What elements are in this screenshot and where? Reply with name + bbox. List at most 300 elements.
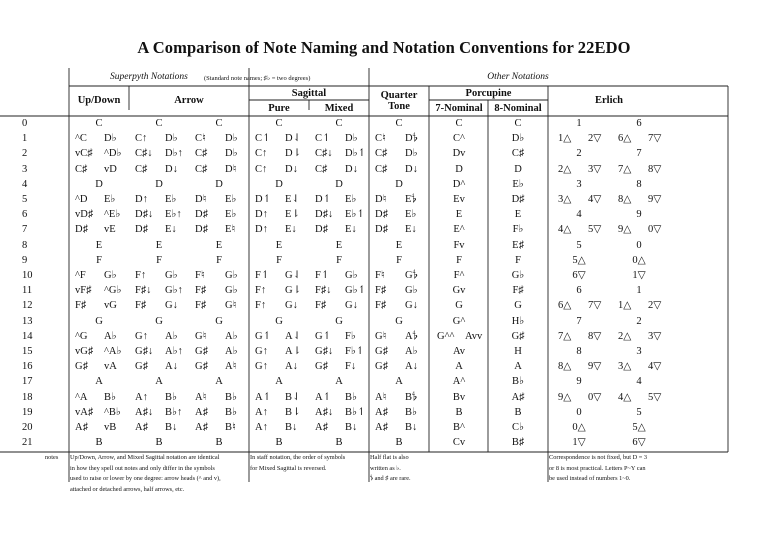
table-cell: G [455, 300, 463, 312]
row-number: 9 [22, 254, 28, 266]
table-cell: E♭ [225, 194, 237, 205]
table-cell: F↿ [255, 270, 270, 281]
table-cell: E [335, 239, 343, 251]
table-cell: C♯ [375, 148, 388, 160]
row-number: 11 [22, 285, 33, 297]
page-title: A Comparison of Note Naming and Notation Conventions for 22EDO [137, 38, 631, 57]
table-cell: E^ [453, 224, 465, 236]
table-cell: G↿ [315, 330, 332, 342]
table-cell: A↓ [405, 361, 418, 373]
table-cell: G↓ [345, 300, 358, 312]
table-cell: F♯ [195, 300, 207, 312]
table-cell: A♯ [375, 406, 388, 418]
row-number: 2 [22, 148, 28, 160]
table-cell: G♭↑ [165, 285, 183, 297]
table-cell: D♭ [225, 148, 238, 160]
table-cell: B⇂ [285, 406, 301, 418]
table-cell: B♭ [405, 406, 417, 418]
table-cell: B↓ [345, 422, 358, 433]
table-cell: E⇂ [285, 209, 301, 221]
table-cell: 7▽ [648, 133, 662, 145]
table-cell: G♯ [195, 346, 208, 357]
table-cell: 5 [576, 239, 582, 251]
table-cell: 9▽ [648, 194, 662, 205]
table-cell: 4▽ [588, 194, 602, 205]
table-cell: B↓ [285, 422, 298, 433]
table-cell: G↑ [255, 361, 268, 373]
table-cell: ^A♭ [104, 346, 122, 357]
table-cell: F↿ [315, 270, 330, 281]
table-cell: D♯ [375, 224, 388, 236]
table-cell: F♯ [375, 285, 387, 297]
table-cell: E↓ [285, 224, 297, 236]
table-cell: G [95, 315, 103, 327]
note-quarter-tone: written as ♭. [370, 464, 401, 472]
table-cell: ^G [75, 330, 88, 342]
table-cell: D↓ [165, 163, 178, 175]
table-cell: E♭ [512, 178, 524, 190]
table-cell: G [155, 315, 163, 327]
table-cell: D♯ [135, 224, 148, 236]
row-number: 13 [22, 315, 33, 327]
table-cell: D↑ [255, 224, 268, 236]
table-cell: G↓ [165, 300, 178, 312]
table-cell: D↓ [345, 163, 358, 175]
table-cell: 4 [636, 376, 642, 388]
table-cell: D♯ [315, 224, 328, 236]
table-cell: D [335, 178, 343, 190]
note-erlich: be used instead of numbers 1~0. [549, 475, 631, 483]
table-cell: 3▽ [648, 330, 662, 342]
table-cell: C♯ [195, 148, 208, 160]
table-cell: C [155, 118, 163, 129]
note-erlich: Correspondence is not fixed, but D = 3 [549, 454, 647, 461]
table-cell: vG [104, 300, 117, 312]
table-cell: D↑ [255, 209, 268, 221]
table-cell: C♭ [512, 422, 524, 433]
table-cell: D^ [452, 178, 466, 190]
table-cell: vF♯ [75, 285, 92, 297]
row-number: 6 [22, 209, 28, 221]
table-cell: A♯ [195, 422, 208, 433]
table-cell: F↑ [255, 300, 267, 312]
table-cell: 9▽ [588, 361, 602, 373]
table-cell: G↑ [255, 346, 268, 357]
table-cell: G↓ [285, 300, 298, 312]
table-cell: 1△ [618, 300, 632, 312]
header-8-nominal: 8-Nominal [494, 103, 542, 114]
table-cell: A↓ [285, 361, 298, 373]
table-cell: ^D [75, 194, 88, 205]
table-cell: C [275, 118, 283, 129]
row-number: 20 [22, 422, 33, 433]
table-cell: C♯ [195, 163, 208, 175]
table-cell: 8△ [618, 194, 632, 205]
table-cell: D♯ [375, 209, 388, 221]
table-cell: F↑ [135, 270, 147, 281]
table-cell: C♯↓ [135, 148, 153, 160]
table-cell: 5▽ [588, 224, 602, 236]
table-cell: 7△ [558, 330, 572, 342]
table-cell: G [514, 300, 522, 312]
table-cell: E♭ [225, 209, 237, 221]
table-cell: F [456, 254, 462, 266]
table-cell: 6▽ [632, 437, 646, 449]
note-quarter-tone: Half flat is also [370, 454, 409, 461]
table-cell: F♯ [195, 285, 207, 297]
table-cell: E↓ [345, 224, 357, 236]
table-cell: G♭↿ [345, 285, 367, 297]
table-cell: D [275, 178, 283, 190]
table-cell: C♯ [135, 163, 148, 175]
note-updown-arrow: in how they spell out notes and only differ in the symbols [70, 464, 215, 472]
table-cell: A [215, 376, 223, 388]
table-cell: D♮ [225, 163, 237, 175]
table-cell: A↿ [315, 391, 332, 403]
note-updown-arrow: used to raise or lower by one degree: arrow heads (^ and v), [70, 475, 221, 483]
table-cell: D↓ [285, 163, 298, 175]
table-cell: C♯ [375, 163, 388, 175]
table-cell: 2△ [558, 163, 572, 175]
note-updown-arrow: attached or detached arrows, half arrows, etc. [70, 485, 185, 493]
table-cell: B [275, 437, 283, 449]
table-cell: vD♯ [75, 209, 94, 221]
table-cell: F♭↿ [345, 346, 365, 357]
table-cell: 8▽ [648, 163, 662, 175]
table-cell: F♯ [375, 300, 387, 312]
table-cell: F [396, 254, 402, 266]
table-cell: Cv [452, 437, 466, 449]
table-cell: B♭↑ [165, 406, 183, 418]
table-cell: 8 [636, 178, 642, 190]
table-cell: D♭↑ [165, 148, 183, 160]
table-cell: D♯ [75, 224, 88, 236]
table-cell: 3▽ [588, 163, 602, 175]
table-cell: ^E♭ [104, 209, 121, 221]
table-cell: vG♯ [75, 346, 94, 357]
table-cell: D [395, 178, 403, 190]
table-cell: F♯↓ [135, 285, 152, 297]
table-cell: D♯↓ [135, 209, 154, 221]
table-cell: D [155, 178, 163, 190]
table-cell: E↓ [165, 224, 177, 236]
table-cell: G♯↓ [135, 346, 154, 357]
row-number: 8 [22, 239, 28, 251]
header-quarter-1: Quarter [380, 90, 418, 101]
table-cell: D [95, 178, 103, 190]
table-cell: D [455, 163, 463, 175]
row-number: 16 [22, 361, 33, 373]
table-cell: 7 [636, 148, 642, 160]
table-cell: E [395, 239, 403, 251]
table-cell: E⇃ [285, 194, 301, 205]
table-cell: 6 [636, 118, 642, 129]
table-cell: ^B♭ [104, 406, 121, 418]
table-cell: C↿ [255, 133, 271, 145]
table-cell: G♭ [104, 270, 117, 281]
table-cell: D♯ [195, 224, 208, 236]
row-number: 4 [22, 178, 28, 190]
table-cell: F♯↓ [315, 285, 332, 297]
table-cell: D⇃ [285, 133, 302, 145]
row-number: 0 [22, 118, 28, 129]
table-cell: G↓ [405, 300, 418, 312]
table-cell: A [95, 376, 103, 388]
table-cell: G♮ [225, 300, 237, 312]
table-cell: G↑ [135, 330, 148, 342]
row-number: 19 [22, 406, 33, 418]
table-cell: vA [104, 361, 117, 373]
table-cell: D↿ [315, 194, 332, 205]
table-cell: G♭ [165, 270, 178, 281]
table-cell: E♮ [225, 224, 236, 236]
table-cell: A♭ [225, 330, 238, 342]
table-cell: G [395, 315, 403, 327]
row-number: 7 [22, 224, 28, 236]
table-cell: A♯ [315, 422, 328, 433]
table-cell: F [276, 254, 282, 266]
table-cell: D𝄳 [405, 133, 418, 145]
table-cell: vC♯ [75, 148, 93, 160]
supertitle-left-note: (Standard note names; ♯♭ = two degrees) [204, 75, 311, 82]
table-cell: G♭ [225, 285, 238, 297]
table-cell: A♭ [165, 330, 178, 342]
table-cell: Fv [453, 239, 465, 251]
table-cell: F♮ [375, 270, 385, 281]
row-number: 10 [22, 270, 33, 281]
table-cell: C♮ [195, 133, 206, 145]
table-cell: vA♯ [75, 406, 94, 418]
table-cell: E [514, 209, 522, 221]
table-cell: 7△ [618, 163, 632, 175]
table-cell: F [216, 254, 222, 266]
table-cell: C [455, 118, 463, 129]
table-cell: Av [452, 346, 466, 357]
table-cell: G♭ [511, 270, 525, 281]
table-cell: B♭ [225, 391, 237, 403]
row-number: 3 [22, 163, 28, 175]
table-cell: Dv [452, 148, 466, 160]
row-number: 18 [22, 391, 33, 403]
table-cell: A♭ [104, 330, 117, 342]
table-cell: C↑ [255, 148, 268, 160]
table-cell: 0 [636, 239, 642, 251]
table-cell: G^^ [437, 330, 455, 342]
table-cell: C♮ [375, 133, 386, 145]
table-cell: A↓ [165, 361, 178, 373]
table-cell: 0△ [572, 422, 586, 433]
table-cell: C [95, 118, 103, 129]
table-cell: 7▽ [588, 300, 602, 312]
table-cell: E↓ [405, 224, 417, 236]
table-cell: A [514, 361, 522, 373]
table-cell: H [514, 346, 522, 357]
table-cell: F♯ [512, 285, 524, 297]
table-cell: 6 [576, 285, 582, 297]
table-cell: A⇃ [285, 330, 302, 342]
table-cell: 1 [636, 285, 642, 297]
table-cell: 3 [576, 178, 582, 190]
table-cell: 0 [576, 406, 582, 418]
table-cell: G♯ [375, 361, 388, 373]
table-cell: 6△ [558, 300, 572, 312]
table-cell: G [335, 315, 343, 327]
table-cell: A [155, 376, 163, 388]
table-cell: 8 [576, 346, 582, 357]
table-cell: E [455, 209, 463, 221]
table-cell: 8▽ [588, 330, 602, 342]
table-cell: D♮ [375, 194, 387, 205]
table-cell: G⇂ [285, 285, 302, 297]
table-cell: C♯↓ [315, 148, 333, 160]
table-cell: G♯ [315, 361, 328, 373]
row-number: 15 [22, 346, 33, 357]
row-number: 5 [22, 194, 28, 205]
table-cell: 4△ [558, 224, 572, 236]
table-cell: D♭↿ [345, 148, 367, 160]
table-cell: E𝄳 [405, 194, 417, 205]
table-cell: D♭ [511, 133, 525, 145]
table-cell: A♭ [225, 346, 238, 357]
table-cell: B [455, 406, 463, 418]
table-cell: 0▽ [648, 224, 662, 236]
table-cell: D♭ [225, 133, 238, 145]
table-cell: G♯ [135, 361, 148, 373]
table-cell: A↿ [255, 391, 272, 403]
table-cell: C♯ [315, 163, 328, 175]
table-cell: 5△ [572, 254, 586, 266]
table-cell: A⇂ [285, 346, 302, 357]
table-cell: C^ [453, 133, 465, 145]
table-cell: 6△ [618, 133, 632, 145]
header-sagittal: Sagittal [291, 88, 327, 99]
table-cell: A↑ [255, 422, 268, 433]
table-cell: G♯ [75, 361, 88, 373]
table-cell: 1▽ [632, 270, 646, 281]
table-cell: 5 [636, 406, 642, 418]
table-cell: H♭ [511, 315, 525, 327]
table-cell: F♯ [75, 300, 87, 312]
table-cell: C [514, 118, 522, 129]
table-cell: B [215, 437, 223, 449]
table-cell: vE [104, 224, 116, 236]
table-cell: F♮ [195, 270, 205, 281]
table-cell: 1 [576, 118, 582, 129]
table-cell: B♭ [165, 391, 177, 403]
header-arrow: Arrow [174, 95, 204, 106]
table-cell: C [215, 118, 223, 129]
table-cell: A [335, 376, 343, 388]
table-cell: D♯↓ [315, 209, 334, 221]
table-cell: A♯↓ [135, 406, 154, 418]
table-cell: 1△ [558, 133, 572, 145]
table-cell: D↑ [135, 194, 148, 205]
table-cell: E [275, 239, 283, 251]
table-cell: B⇃ [285, 391, 301, 403]
table-cell: 9 [636, 209, 642, 221]
table-cell: A [275, 376, 283, 388]
table-cell: ^G♭ [104, 285, 122, 297]
row-number: 21 [22, 437, 33, 449]
header-7-nominal: 7-Nominal [435, 103, 483, 114]
table-cell: F [96, 254, 102, 266]
table-cell: E♭ [405, 209, 417, 221]
header-porcupine: Porcupine [465, 88, 512, 99]
header-updown: Up/Down [77, 95, 121, 106]
table-cell: D↿ [255, 194, 272, 205]
table-cell: F↑ [255, 285, 267, 297]
table-cell: E♭ [104, 194, 116, 205]
table-cell: 7 [576, 315, 582, 327]
table-cell: A [395, 376, 403, 388]
table-cell: D [514, 163, 522, 175]
table-cell: 4▽ [648, 361, 662, 373]
table-cell: 4 [576, 209, 582, 221]
header-erlich: Erlich [595, 95, 623, 106]
table-cell: E♭↿ [345, 209, 366, 221]
table-cell: G♯ [511, 330, 525, 342]
table-cell: B♭↿ [345, 406, 366, 418]
table-cell: Avv [465, 330, 483, 342]
table-cell: G♯ [195, 361, 208, 373]
table-cell: F♯ [135, 300, 147, 312]
table-cell: G^ [452, 315, 466, 327]
table-cell: A𝄳 [405, 330, 418, 342]
table-cell: A♮ [375, 391, 387, 403]
table-cell: 2▽ [588, 133, 602, 145]
table-cell: B♭ [225, 406, 237, 418]
table-cell: B𝄳 [405, 391, 418, 403]
table-cell: A♯↓ [315, 406, 334, 418]
table-cell: 2△ [618, 330, 632, 342]
supertitle-right: Other Notations [487, 72, 549, 82]
table-cell: G♭ [345, 270, 358, 281]
header-pure: Pure [268, 103, 290, 114]
table-cell: F♭ [345, 330, 356, 342]
table-cell: 4△ [618, 391, 632, 403]
table-cell: B [335, 437, 343, 449]
note-sagittal: In staff notation, the order of symbols [250, 454, 346, 461]
table-cell: G⇃ [285, 270, 302, 281]
table-cell: C↑ [135, 133, 148, 145]
table-cell: 0△ [632, 254, 646, 266]
table-cell: 2 [576, 148, 582, 160]
row-number: 1 [22, 133, 28, 145]
header-quarter-2: Tone [388, 101, 410, 112]
table-cell: B↓ [405, 422, 418, 433]
table-cell: G♮ [375, 330, 387, 342]
table-cell: ^C [75, 133, 87, 145]
table-cell: C↿ [315, 133, 331, 145]
table-cell: 8△ [558, 361, 572, 373]
table-cell: D↓ [405, 163, 418, 175]
table-cell: 3△ [558, 194, 572, 205]
table-cell: B↓ [165, 422, 178, 433]
header-mixed: Mixed [324, 103, 354, 114]
table-cell: E [95, 239, 103, 251]
table-cell: G↿ [255, 330, 272, 342]
table-cell: E [215, 239, 223, 251]
table-cell: D♭ [104, 133, 117, 145]
table-cell: A♯ [195, 406, 208, 418]
table-cell: D⇂ [285, 148, 302, 160]
table-cell: 0▽ [588, 391, 602, 403]
table-cell: G𝄳 [405, 270, 418, 281]
table-cell: 2▽ [648, 300, 662, 312]
table-cell: B♭ [345, 391, 357, 403]
table-cell: ^A [75, 391, 88, 403]
table-cell: A♯ [75, 422, 88, 433]
